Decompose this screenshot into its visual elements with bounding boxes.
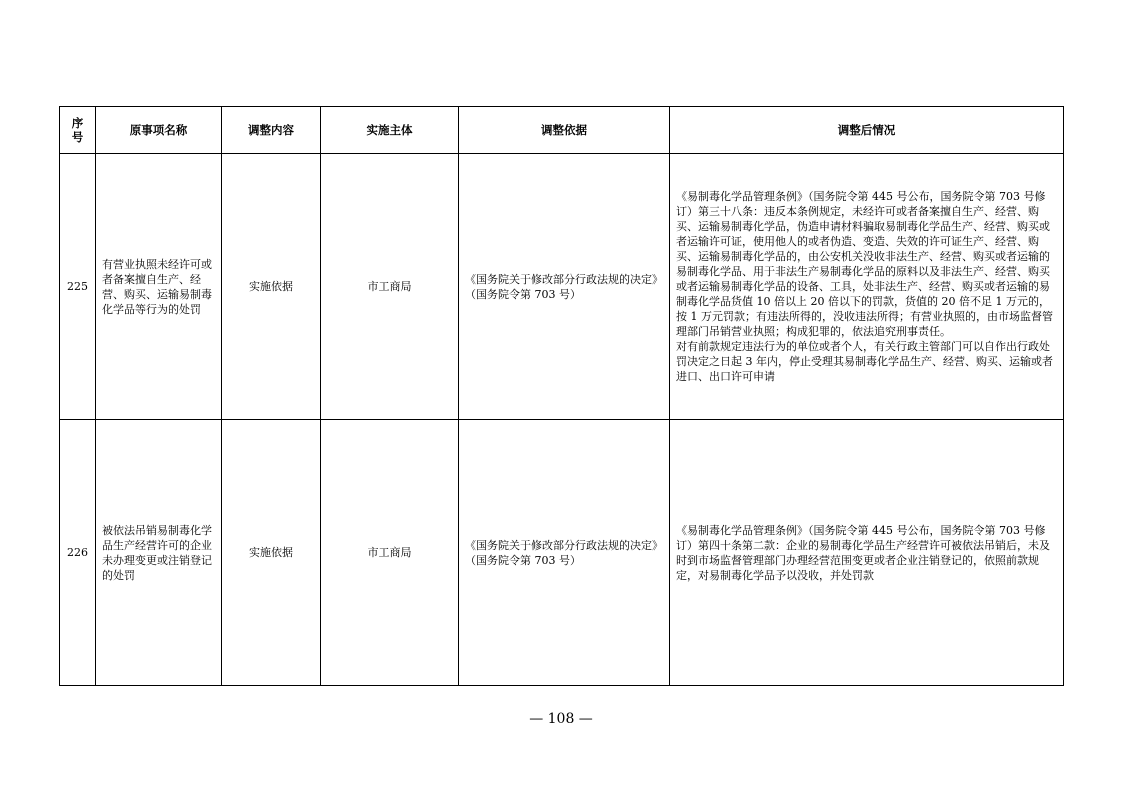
adjustment-table bbox=[59, 106, 1064, 686]
row-item-name: 被依法吊销易制毒化学品生产经营许可的企业未办理变更或注销登记的处罚 bbox=[96, 420, 222, 686]
header-original-item-name: 原事项名称 bbox=[96, 107, 222, 154]
row-agency: 市工商局 bbox=[321, 420, 459, 686]
row-basis: 《国务院关于修改部分行政法规的决定》（国务院令第 703 号） bbox=[459, 154, 670, 420]
header-adjusted-situation: 调整后情况 bbox=[670, 107, 1064, 154]
row-seq: 226 bbox=[60, 420, 96, 686]
row-adjustment-content: 实施依据 bbox=[222, 154, 321, 420]
header-implementing-agency: 实施主体 bbox=[321, 107, 459, 154]
header-seq-char-1: 序 bbox=[71, 116, 84, 130]
row-agency: 市工商局 bbox=[321, 154, 459, 420]
table-header-row bbox=[60, 107, 1064, 154]
row-item-name: 有营业执照未经许可或者备案擅自生产、经营、购买、运输易制毒化学品等行为的处罚 bbox=[96, 154, 222, 420]
row-adjusted-situation: 《易制毒化学品管理条例》（国务院令第 445 号公布，国务院令第 703 号修订）第四十条第二款：企业的易制毒化学品生产经营许可被依法吊销后，未及时到市场监督管理部门办理经营范围变更或者企业注销登记的，依照前款规定，对易制毒化学品予以没收，并处罚款 bbox=[670, 420, 1064, 686]
header-adjustment-basis: 调整依据 bbox=[459, 107, 670, 154]
header-seq bbox=[60, 107, 96, 154]
row-basis: 《国务院关于修改部分行政法规的决定》（国务院令第 703 号） bbox=[459, 420, 670, 686]
table-row bbox=[60, 154, 1064, 420]
row-adjusted-situation: 《易制毒化学品管理条例》（国务院令第 445 号公布，国务院令第 703 号修订）第三十八条：违反本条例规定，未经许可或者备案擅自生产、经营、购买、运输易制毒化学品，伪造申请材料骗取易制毒化学品生产、经营、购买或者运输许可证，使用他人的或者伪造、变造、失效的许可证生产、经营、购买、运输易制毒化学品的，由公安机关没收非法生产、经营、购买或者运输的易制毒化学品、用于非法生产易制毒化学品的原料以及非法生产、经营、购买或者运输易制毒化学品的设备、工具，处非法生产、经营、购买或者运输的易制毒化学品货值 10 倍以上 20 倍以下的罚款，货值的 20 倍不足 1 万元的，按 1 万元罚款；有违法所得的，没收违法所得；有营业执照的，由市场监督管理部门吊销营业执照；构成犯罪的，依法追究刑事责任。 对有前款规定违法行为的单位或者个人，有关行政主管部门可以自作出行政处罚决定之日起 3 年内，停止受理其易制毒化学品生产、经营、购买、运输或者进口、出口许可申请 bbox=[670, 154, 1064, 420]
table-row bbox=[60, 420, 1064, 686]
row-adjustment-content: 实施依据 bbox=[222, 420, 321, 686]
row-seq: 225 bbox=[60, 154, 96, 420]
header-adjustment-content: 调整内容 bbox=[222, 107, 321, 154]
header-seq-char-2: 号 bbox=[71, 130, 84, 144]
page-number: — 108 — bbox=[529, 711, 593, 727]
